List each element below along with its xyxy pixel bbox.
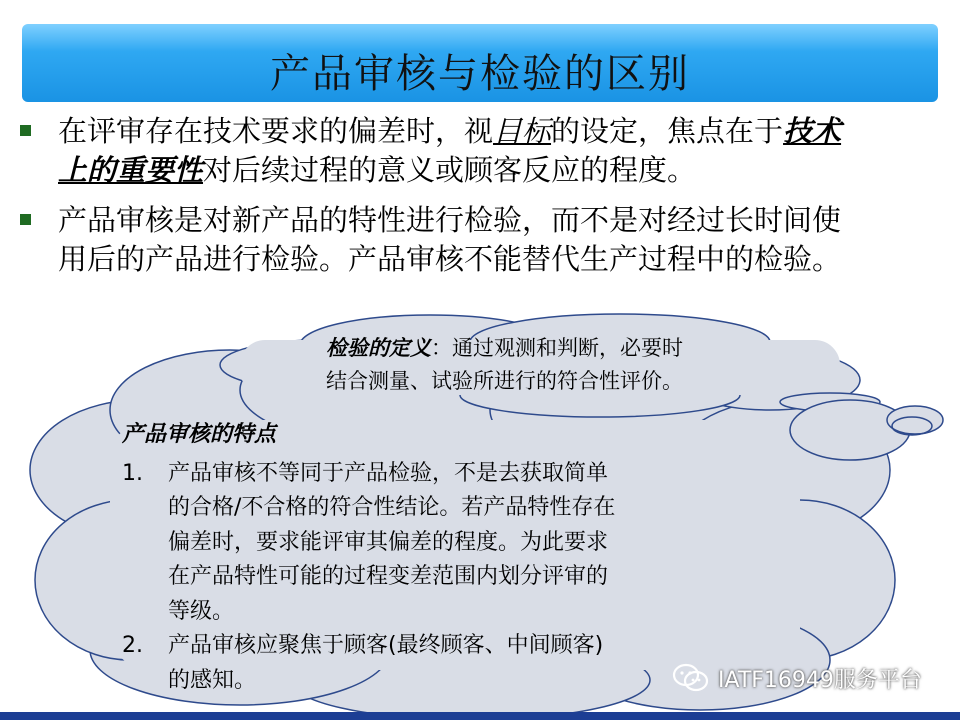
list-item <box>122 629 742 698</box>
slide-title: 产品审核与检验的区别 <box>270 51 690 97</box>
list-line: 在产品特性可能的过程变差范围内划分评审的 <box>168 564 609 589</box>
list-line: 的感知。 <box>168 667 257 693</box>
definition-callout <box>326 332 796 398</box>
bullet-text: 在评审存在技术要求的偏差时，视 <box>58 114 494 148</box>
bullet-text: 的设定，焦点在于 <box>551 114 784 148</box>
bullet-emphasis: 目标 <box>493 114 552 148</box>
features-heading: 产品审核的特点 <box>122 422 277 447</box>
list-line: 产品审核不等同于产品检验，不是去获取简单 <box>168 460 609 486</box>
list-line: 等级。 <box>168 598 235 624</box>
bullet-emphasis: 技术 <box>783 114 842 148</box>
list-number: 2. <box>122 633 143 658</box>
features-list <box>122 457 742 699</box>
bullet-text: 对后续过程的意义或顾客反应的程度。 <box>203 153 697 187</box>
wechat-icon <box>672 662 710 694</box>
bullet-emphasis: 上的重要性 <box>58 153 204 187</box>
features-callout <box>122 418 742 698</box>
thought-bubbles <box>780 393 943 460</box>
watermark <box>672 658 922 698</box>
bullet-text: 产品审核是对新产品的特性进行检验，而不是对经过长时间使 <box>58 203 842 237</box>
list-item <box>122 457 742 630</box>
list-line: 的合格/不合格的符合性结论。若产品特性存在 <box>168 495 616 520</box>
list-line: 偏差时，要求能评审其偏差的程度。为此要求 <box>168 529 609 555</box>
footer-bar <box>0 712 960 720</box>
definition-text: ：通过观测和判断，必要时 <box>431 336 683 360</box>
list-number: 1. <box>122 460 143 486</box>
list-line: 产品审核应聚焦于顾客(最终顾客、中间顾客) <box>168 633 604 658</box>
definition-text: 结合测量、试验所进行的符合性评价。 <box>326 369 683 393</box>
bullet-text: 用后的产品进行检验。产品审核不能替代生产过程中的检验。 <box>58 242 842 276</box>
definition-label: 检验的定义 <box>326 336 431 360</box>
watermark-text: IATF16949服务平台 <box>718 667 922 693</box>
